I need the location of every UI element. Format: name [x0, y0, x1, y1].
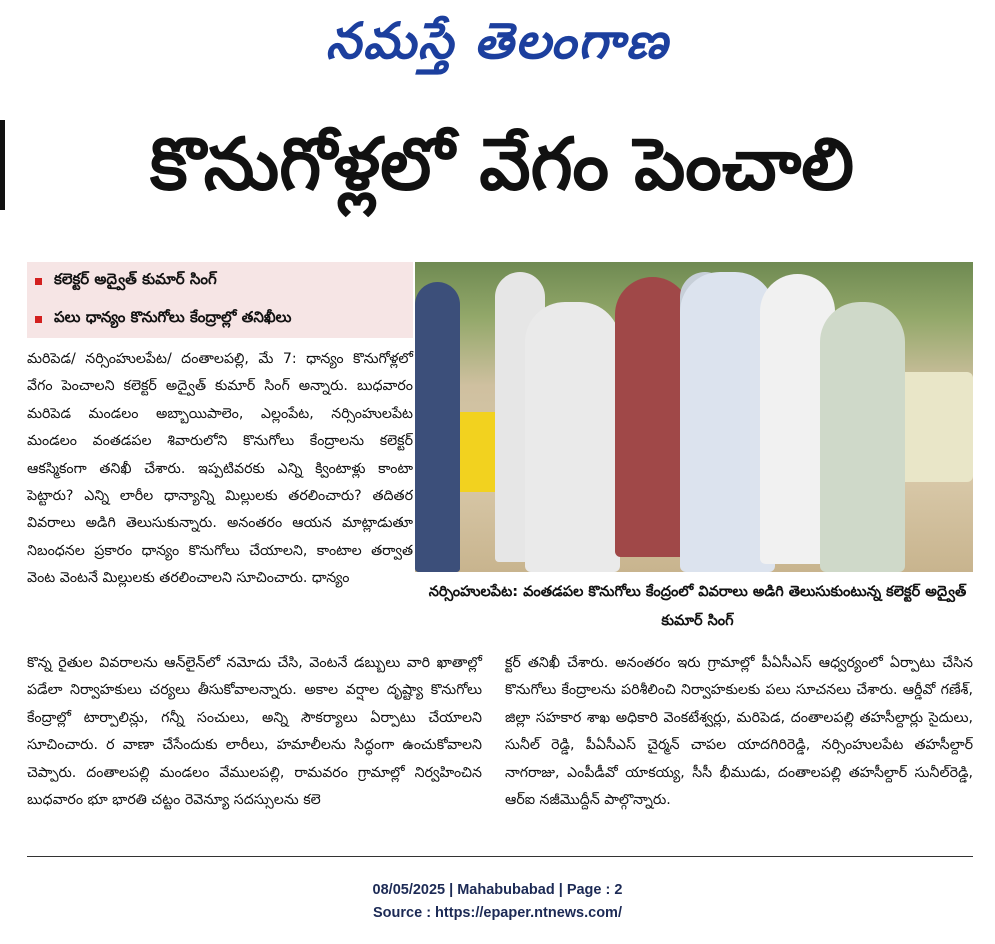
photo-caption: నర్సింహులపేట: వంతడపల కొనుగోలు కేంద్రంలో వివరాలు అడిగి తెలుసుకుంటున్న కలెక్టర్ అద్వైత్ కుమార్ సింగ్ — [428, 584, 967, 629]
photo-person — [820, 302, 905, 572]
photo-person — [415, 282, 460, 572]
article-text: కొన్న రైతుల వివరాలను ఆన్‌లైన్‌లో నమోదు చేసి, వెంటనే డబ్బులు వారి ఖాతాల్లో పడేలా నిర్వాహకులు చర్యలు తీసుకోవాలన్నారు. అకాల వర్షాల దృష్ట్యా కొనుగోలు కేంద్రాల్లో టార్పాలిన్లు, గన్నీ సంచులు, అన్ని సౌకర్యాలు ఏర్పాటు చేయాలని సూచించారు. ర వాణా చేసేందుకు లారీలు, హమాలీలను సిద్ధంగా ఉంచుకోవాలని చెప్పారు. దంతాలపల్లి మండలం వేములపల్లి, రామవరం గ్రామాల్లో నిర్వహించిన బుధవారం భూ భారతి చట్టం రెవెన్యూ సదస్సులను కలె — [27, 655, 482, 809]
highlight-text: పలు ధాన్యం కొనుగోలు కేంద్రాల్లో తనిఖీలు — [54, 308, 292, 326]
headline: కొనుగోళ్లలో వేగం పెంచాలి — [149, 122, 855, 206]
highlight-text: కలెక్టర్ అద్వైత్ కుమార్ సింగ్ — [54, 270, 217, 288]
news-photo — [415, 262, 973, 572]
masthead-logo: నమస్తే తెలంగాణ — [325, 12, 670, 70]
article-text: క్టర్ తనిఖీ చేశారు. అనంతరం ఇరు గ్రామాల్లో పీఏసీఎస్ ఆధ్వర్యంలో ఏర్పాటు చేసిన కొనుగోలు కేంద్రాలను పరిశీలించి నిర్వాహకులకు పలు సూచనలు చేశారు. ఆర్డీవో గణేశ్, జిల్లా సహకార శాఖ అధికారి వెంకటేశ్వర్లు, మరిపెడ, దంతాలపల్లి తహసీల్దార్లు సైదులు, సునీల్ రెడ్డి, పీఏసీఎస్ చైర్మన్ చాపల యాదగిరిరెడ్డి, నర్సింహులపేట తహసీల్దార్ నాగరాజు, ఎంపీడీవో యాకయ్య, సీసీ భీముడు, దంతాలపల్లి తహసీల్దార్ సునీల్‌రెడ్డి, ఆర్‌ఐ నజీమొద్దీన్ పాల్గొన్నారు. — [505, 655, 973, 809]
headline-accent-bar — [0, 120, 5, 210]
article-column-left — [27, 346, 413, 646]
photo-tarp — [895, 372, 973, 482]
bullet-icon — [35, 278, 42, 285]
photo-person — [525, 302, 620, 572]
article-column-bottom-right — [505, 650, 973, 835]
bullet-icon — [35, 316, 42, 323]
footer-dateline: 08/05/2025 | Mahabubabad | Page : 2 — [372, 882, 623, 898]
photo-person — [615, 277, 690, 557]
article-column-bottom-left — [27, 650, 482, 835]
bottom-rule — [27, 856, 973, 857]
highlights-box — [27, 262, 413, 338]
highlight-item — [27, 262, 413, 300]
footer-source: Source : https://epaper.ntnews.com/ — [373, 905, 622, 921]
article-text: మరిపెడ/ నర్సింహులపేట/ దంతాలపల్లి, మే 7: ధాన్యం కొనుగోళ్లలో వేగం పెంచాలని కలెక్టర్ అద్వైత్ కుమార్ సింగ్ అన్నారు. బుధవారం మరిపెడ మండలం అబ్బాయిపాలెం, ఎల్లంపేట, నర్సింహులపేట మండలం వంతడపల శివారులోని కొనుగోలు కేంద్రాలను కలెక్టర్ ఆకస్మికంగా తనిఖీ చేశారు. ఇప్పటివరకు ఎన్ని క్వింటాళ్లు కాంటా పెట్టారు? ఎన్ని లారీల ధాన్యాన్ని మిల్లులకు తరలించారు? తదితర వివరాలు అడిగి తెలుసుకున్నారు. అనంతరం ఆయన మాట్లాడుతూ నిబంధనల ప్రకారం ధాన్యం కొనుగోలు చేయాలని, కాంటాల తర్వాత వెంట వెంటనే మిల్లులకు తరలించాలని సూచించారు. ధాన్యం — [27, 351, 413, 587]
highlight-item — [27, 300, 413, 338]
